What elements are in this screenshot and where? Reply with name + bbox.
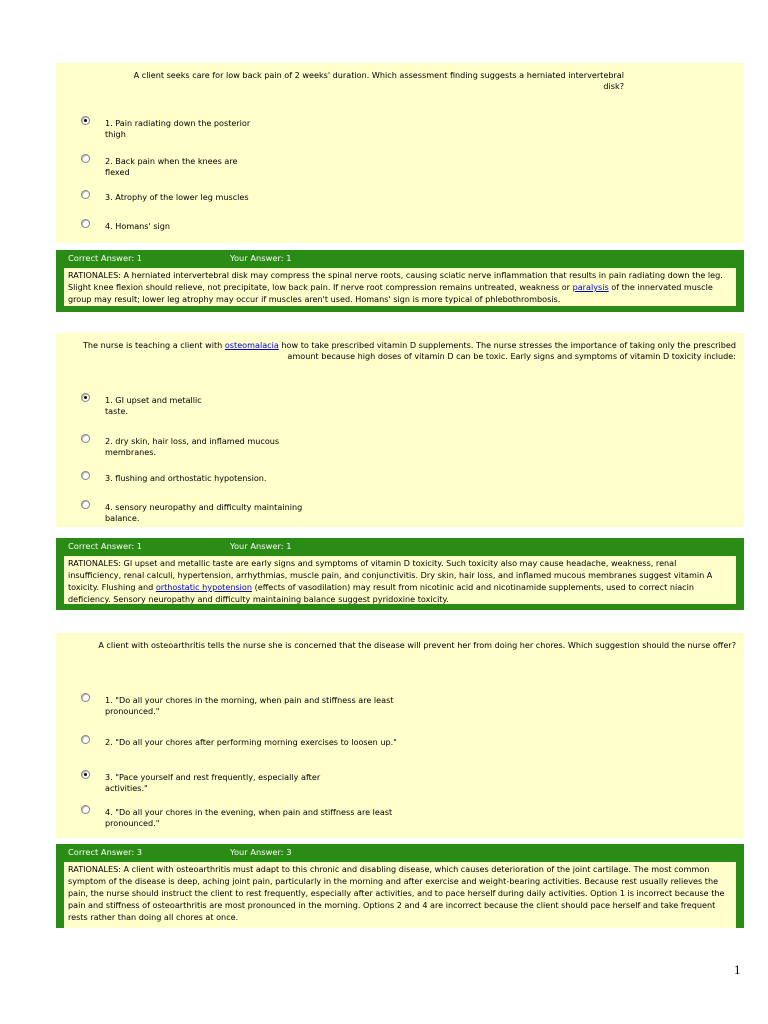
radio-selected-icon[interactable]: [81, 116, 90, 125]
radio-unselected-icon[interactable]: [81, 219, 90, 228]
radio-unselected-icon[interactable]: [81, 434, 90, 443]
option-label: 3. Atrophy of the lower leg muscles: [105, 192, 249, 202]
question-3-text: A client with osteoarthritis tells the nurse she is concerned that the disease will prevent her from doing her chores. Which suggestion should the nurse offer?: [98, 640, 736, 650]
orthostatic-hypotension-link[interactable]: orthostatic hypotension: [155, 582, 253, 592]
option-label: 1. "Do all your chores in the morning, when pain and stiffness are least pronounced.": [105, 695, 394, 716]
question-1-text: A client seeks care for low back pain of 2 weeks' duration. Which assessment finding suggests a herniated intervertebral disk?: [133, 70, 624, 91]
option-label: 4. "Do all your chores in the evening, when pain and stiffness are least pronounced.": [105, 807, 393, 828]
rationale-text: RATIONALES: GI upset and metallic taste are early signs and symptoms of vitamin D toxicity. Such toxicity also may cause headache, weakness, renal insufficiency, renal calculi, hypertension, arrhythmias, muscle pain, and conjunctivitis. Dry skin, hair loss, and inflamed mucous membranes suggest vitamin A toxicity. Flushing and orthostatic hypotension (effects of vasodilation) may result from nicotinic acid and nicotinamide supplements, used to correct niacin deficiency. Sensory neuropathy and difficulty maintaining balance suggest pyridoxine toxicity.: [64, 556, 736, 604]
question-3-panel: [56, 633, 744, 838]
page-number: 1: [734, 962, 741, 977]
option-label: 4. Homans' sign: [105, 221, 171, 231]
paralysis-link[interactable]: paralysis: [572, 282, 609, 292]
radio-unselected-icon[interactable]: [81, 805, 90, 814]
answer-bar: [68, 541, 292, 551]
question-1-panel: [56, 63, 744, 243]
option-label: 1. GI upset and metallic taste.: [105, 395, 202, 416]
question-2-text: The nurse is teaching a client with osteomalacia how to take prescribed vitamin D supplements. The nurse stresses the importance of taking only the prescribed amount because high doses of vitamin D can be toxic. Early signs and symptoms of vitamin D toxicity include:: [82, 340, 736, 361]
option-label: 3. flushing and orthostatic hypotension.: [105, 473, 267, 483]
option-label: 1. Pain radiating down the posterior thigh: [105, 118, 251, 139]
your-answer-label: Your Answer: 3: [230, 847, 292, 857]
option-label: 2. Back pain when the knees are flexed: [105, 156, 238, 177]
correct-answer-label: Correct Answer: 3: [68, 847, 143, 857]
option-label: 3. "Pace yourself and rest frequently, especially after activities.": [105, 772, 321, 793]
option-label: 2. dry skin, hair loss, and inflamed mucous membranes.: [105, 436, 280, 457]
option-label: 2. "Do all your chores after performing morning exercises to loosen up.": [105, 737, 397, 747]
radio-selected-icon[interactable]: [81, 393, 90, 402]
radio-unselected-icon[interactable]: [81, 190, 90, 199]
your-answer-label: Your Answer: 1: [230, 541, 292, 551]
correct-answer-label: Correct Answer: 1: [68, 253, 143, 263]
question-3-answer-panel: [56, 844, 744, 928]
radio-unselected-icon[interactable]: [81, 735, 90, 744]
your-answer-label: Your Answer: 1: [230, 253, 292, 263]
answer-bar: [68, 847, 292, 857]
question-2-answer-panel: [56, 538, 744, 610]
rationale-text: RATIONALES: A client with osteoarthritis must adapt to this chronic and disabling disease, which causes deterioration of the joint cartilage. The most common symptom of the disease is deep, aching joint pain, particularly in the morning and after exercise and weight-bearing activities. Because rest usually relieves the pain, the nurse should instruct the client to rest frequently, especially after activities, and to pace herself during daily activities. Option 1 is incorrect because the pain and stiffness of osteoarthritis are most pronounced in the morning. Options 2 and 4 are incorrect because the client should pace herself and take frequent rests rather than doing all chores at once.: [64, 862, 736, 928]
radio-selected-icon[interactable]: [81, 770, 90, 779]
question-1-answer-panel: [56, 250, 744, 312]
radio-unselected-icon[interactable]: [81, 471, 90, 480]
correct-answer-label: Correct Answer: 1: [68, 541, 143, 551]
radio-unselected-icon[interactable]: [81, 154, 90, 163]
radio-unselected-icon[interactable]: [81, 500, 90, 509]
option-label: 4. sensory neuropathy and difficulty maintaining balance.: [105, 502, 303, 523]
radio-unselected-icon[interactable]: [81, 693, 90, 702]
answer-bar: [68, 253, 292, 263]
question-2-panel: [56, 333, 744, 527]
osteomalacia-link[interactable]: osteomalacia: [224, 340, 279, 350]
rationale-text: RATIONALES: A herniated intervertebral disk may compress the spinal nerve roots, causing sciatic nerve inflammation that results in pain radiating down the leg. Slight knee flexion should relieve, not precipitate, low back pain. If nerve root compression remains untreated, weakness or paralysis of the innervated muscle group may result; lower leg atrophy may occur if muscles aren't used. Homans' sign is more typical of phlebothrombosis.: [64, 268, 736, 306]
